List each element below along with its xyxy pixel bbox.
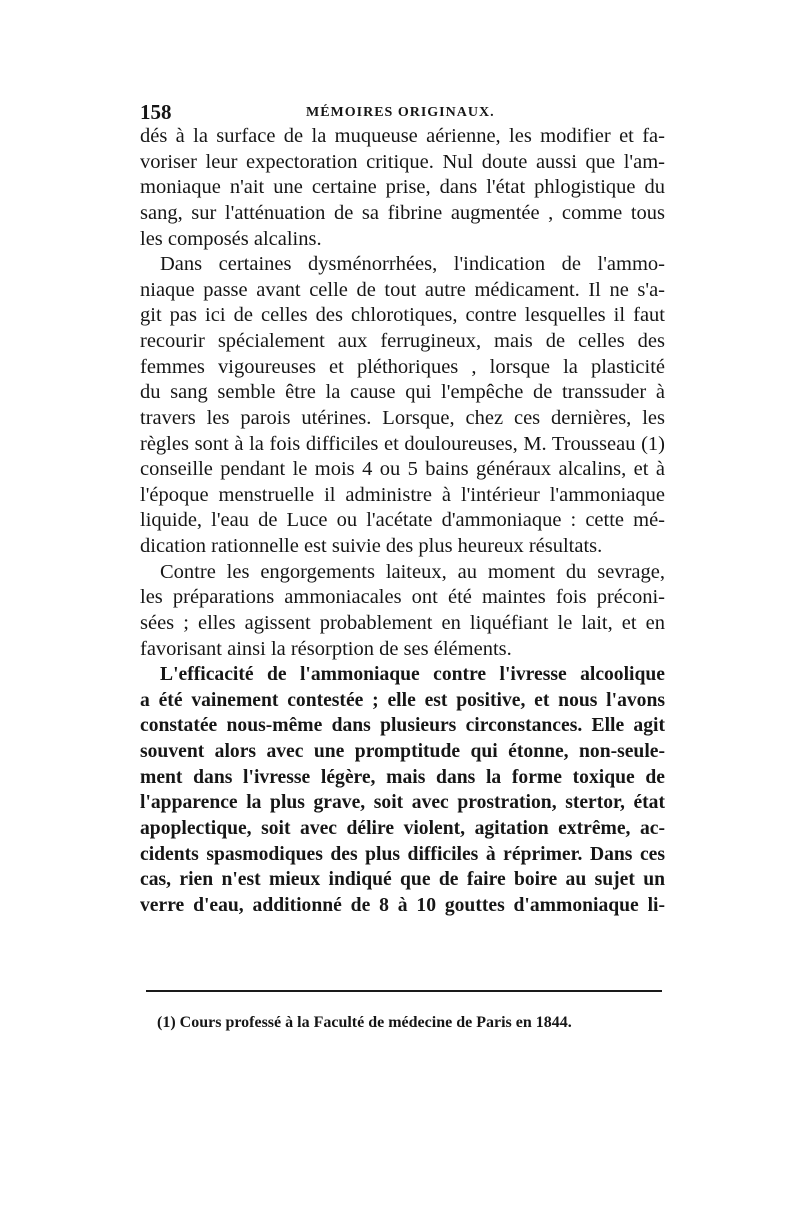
text-line: sées ; elles agissent probablement en liquéfiant le lait, et en xyxy=(140,611,665,634)
text-line: ment dans l'ivresse légère, mais dans la forme toxique de xyxy=(140,766,665,788)
page-number: 158 xyxy=(140,100,172,124)
footnote: (1) Cours professé à la Faculté de médecine de Paris en 1844. xyxy=(157,1014,572,1031)
text-line: femmes vigoureuses et pléthoriques , lorsque la plasticité xyxy=(140,355,665,378)
text-line: moniaque n'ait une certaine prise, dans l'état phlogistique du xyxy=(140,176,665,199)
text-line: favorisant ainsi la résorption de ses éléments. xyxy=(140,637,512,660)
text-line: l'apparence la plus grave, soit avec prostration, stertor, état xyxy=(140,792,665,814)
text-line: constatée nous-même dans plusieurs circonstances. Elle agit xyxy=(140,715,665,737)
text-line: a été vainement contestée ; elle est positive, et nous l'avons xyxy=(140,689,665,711)
footnote-divider xyxy=(146,990,662,992)
text-line: dés à la surface de la muqueuse aérienne, les modifier et fa- xyxy=(140,125,665,147)
text-line: souvent alors avec une promptitude qui étonne, non-seule- xyxy=(140,741,665,762)
text-line: travers les parois utérines. Lorsque, chez ces dernières, les xyxy=(140,406,665,429)
text-line: Contre les engorgements laiteux, au moment du sevrage, xyxy=(160,560,665,583)
text-line: recourir spécialement aux ferrugineux, mais de celles des xyxy=(140,330,665,352)
text-line: dication rationnelle est suivie des plus heureux résultats. xyxy=(140,535,603,557)
running-title: MÉMOIRES ORIGINAUX. xyxy=(306,105,495,120)
text-line: voriser leur expectoration critique. Nul doute aussi que l'am- xyxy=(140,150,665,173)
text-line: liquide, l'eau de Luce ou l'acétate d'ammoniaque : cette mé- xyxy=(140,509,665,532)
text-line: conseille pendant le mois 4 ou 5 bains généraux alcalins, et à xyxy=(140,458,665,481)
text-line: l'époque menstruelle il administre à l'intérieur l'ammoniaque xyxy=(140,483,665,506)
text-line: apoplectique, soit avec délire violent, agitation extrême, ac- xyxy=(140,817,665,839)
text-line: cas, rien n'est mieux indiqué que de faire boire au sujet un xyxy=(140,869,665,891)
text-line: les composés alcalins. xyxy=(140,227,322,250)
text-line: L'efficacité de l'ammoniaque contre l'ivresse alcoolique xyxy=(160,664,665,686)
text-line: du sang semble être la cause qui l'empêche de transsuder à xyxy=(140,381,665,404)
text-line: git pas ici de celles des chlorotiques, contre lesquelles il faut xyxy=(140,304,665,327)
text-line: Dans certaines dysménorrhées, l'indication de l'ammo- xyxy=(160,253,665,276)
text-line: les préparations ammoniacales ont été maintes fois préconi- xyxy=(140,586,665,609)
text-line: sang, sur l'atténuation de sa fibrine augmentée , comme tous xyxy=(140,201,665,224)
text-line: règles sont à la fois difficiles et douloureuses, M. Trousseau (1) xyxy=(140,432,665,455)
body-text xyxy=(140,124,665,918)
text-line: cidents spasmodiques des plus difficiles à réprimer. Dans ces xyxy=(140,843,665,865)
text-line: verre d'eau, additionné de 8 à 10 gouttes d'ammoniaque li- xyxy=(140,894,665,916)
text-line: niaque passe avant celle de tout autre médicament. Il ne s'a- xyxy=(140,278,665,301)
